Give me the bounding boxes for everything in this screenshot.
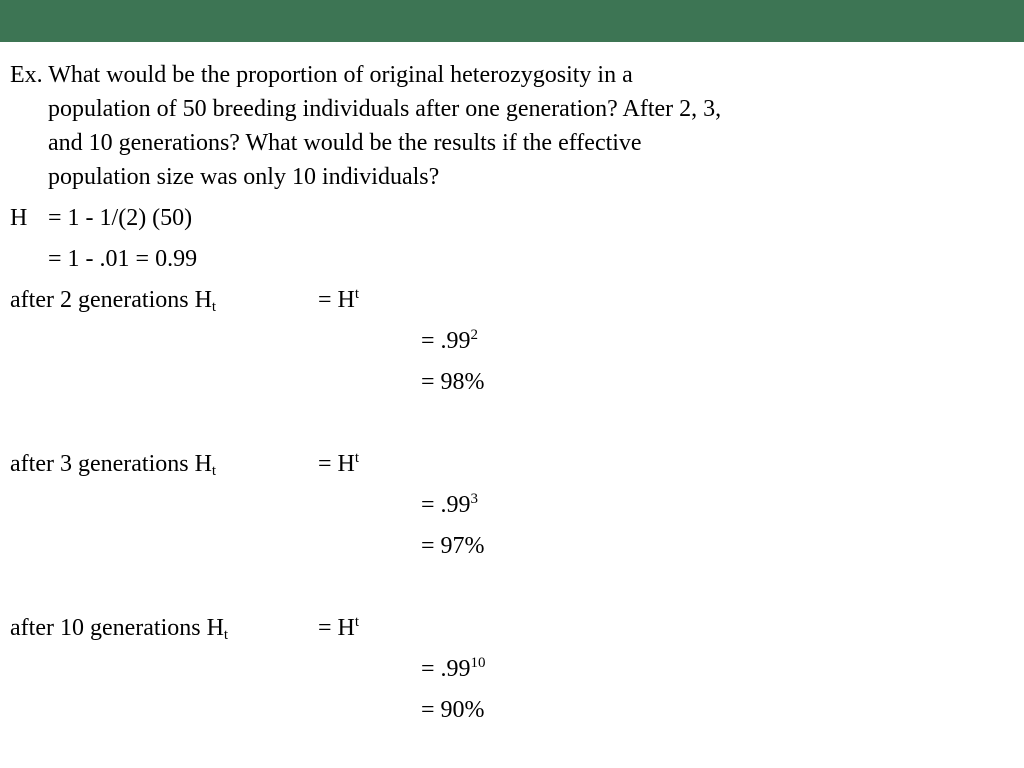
- gen10-result: = 90%: [421, 697, 485, 723]
- gen2-value-base: = .99: [421, 328, 471, 354]
- gen2-value: [421, 326, 478, 356]
- gen2-result: = 98%: [421, 369, 485, 395]
- gen10-label-text: after 10 generations H: [10, 615, 224, 641]
- h-equation-1: = 1 - 1/(2) (50): [48, 205, 193, 231]
- gen3-label: [10, 449, 216, 479]
- gen3-formula-sup: t: [354, 450, 360, 466]
- gen10-value-base: = .99: [421, 656, 471, 682]
- question-line-4: population size was only 10 individuals?: [48, 164, 440, 190]
- gen10-value-sup: 10: [470, 655, 486, 671]
- gen3-formula-base: = H: [318, 451, 355, 477]
- gen2-value-sup: 2: [470, 327, 479, 343]
- gen2-formula-sup: t: [354, 286, 360, 302]
- gen10-formula-sup: t: [354, 614, 360, 630]
- gen10-label: [10, 613, 228, 643]
- gen3-value-base: = .99: [421, 492, 471, 518]
- h-label: H: [10, 205, 28, 231]
- gen10-formula-base: = H: [318, 615, 355, 641]
- gen2-label-text: after 2 generations H: [10, 287, 212, 313]
- question-line-2: population of 50 breeding individuals after one generation? After 2, 3,: [48, 96, 722, 122]
- gen2-formula: [318, 285, 359, 315]
- gen2-label: [10, 285, 216, 315]
- question-line-3: and 10 generations? What would be the results if the effective: [48, 130, 642, 156]
- gen10-label-sub: t: [223, 627, 229, 643]
- header-bar: [0, 0, 1024, 42]
- gen10-formula: [318, 613, 359, 643]
- gen3-label-sub: t: [211, 463, 217, 479]
- gen3-value: [421, 490, 478, 520]
- gen3-label-text: after 3 generations H: [10, 451, 212, 477]
- gen2-formula-base: = H: [318, 287, 355, 313]
- gen3-formula: [318, 449, 359, 479]
- question-line-1: Ex. What would be the proportion of original heterozygosity in a: [10, 62, 633, 88]
- gen10-value: [421, 654, 486, 684]
- gen3-result: = 97%: [421, 533, 485, 559]
- h-equation-2: = 1 - .01 = 0.99: [48, 246, 198, 272]
- gen3-value-sup: 3: [470, 491, 479, 507]
- gen2-label-sub: t: [211, 299, 217, 315]
